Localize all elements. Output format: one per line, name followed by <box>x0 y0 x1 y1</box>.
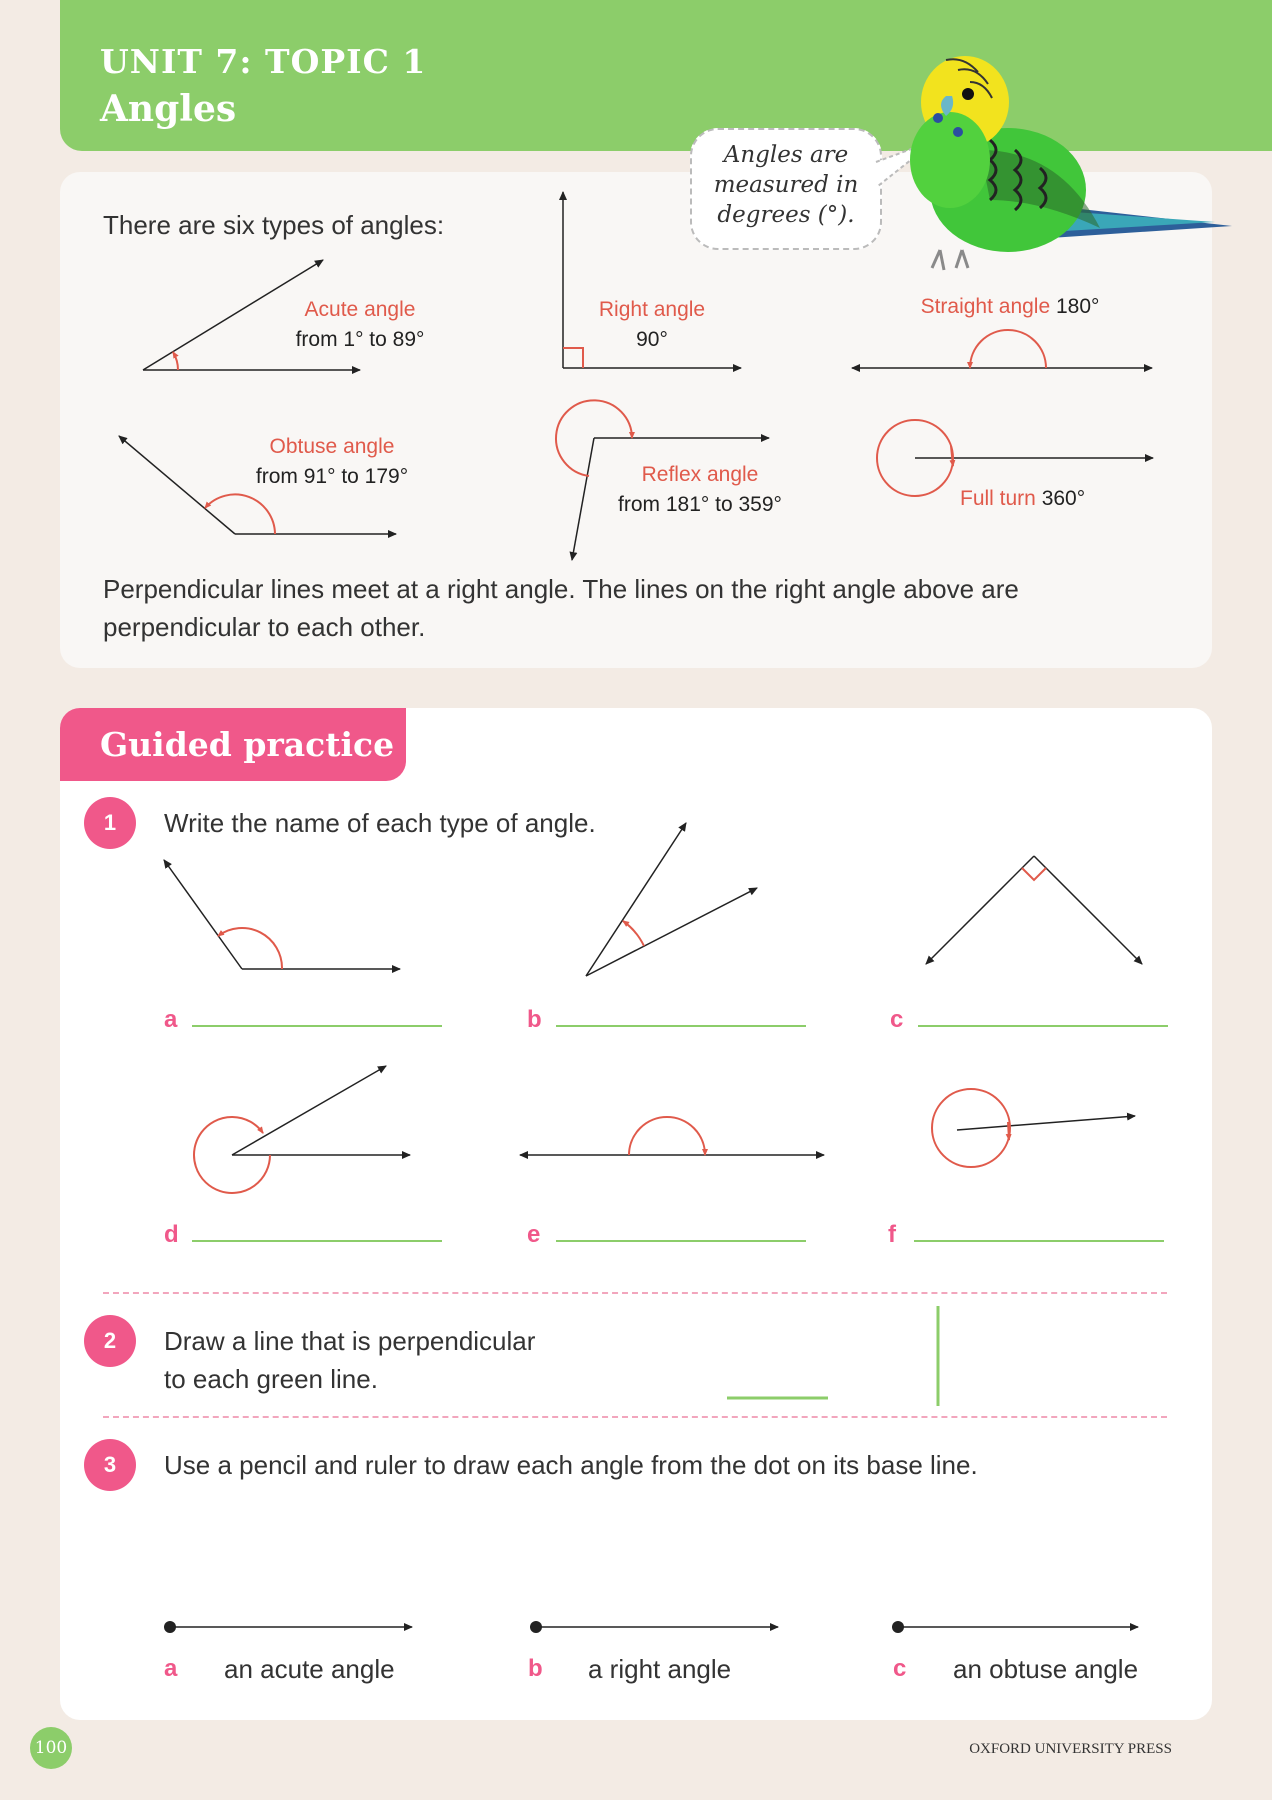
q3-letter-b: b <box>528 1655 543 1682</box>
q3-letter-c: c <box>893 1655 907 1682</box>
q1-diagram-a <box>164 860 400 969</box>
q1-diagram-b <box>586 823 757 976</box>
q3-item-a-text: an acute angle <box>224 1654 395 1684</box>
obtuse-angle-diagram <box>119 436 396 534</box>
right-angle-label: Right angle 90° <box>598 298 706 351</box>
acute-angle-diagram <box>143 260 360 370</box>
perpendicular-note-line-2: perpendicular to each other. <box>103 612 426 642</box>
straight-angle-diagram <box>852 330 1152 368</box>
right-angle-diagram <box>563 192 741 368</box>
question-2-line-2: to each green line. <box>164 1364 378 1394</box>
perpendicular-note-line-1: Perpendicular lines meet at a right angle. The lines on the right angle above are <box>103 574 1019 604</box>
q3-item-b-text: a right angle <box>588 1654 732 1684</box>
unit-label: UNIT 7: TOPIC 1 <box>100 42 427 81</box>
q1-letter-d: d <box>164 1221 179 1248</box>
q1-letter-f: f <box>888 1221 896 1248</box>
budgie-icon <box>910 56 1232 270</box>
question-1-text: Write the name of each type of angle. <box>164 808 596 838</box>
intro-lead: There are six types of angles: <box>103 210 445 240</box>
question-3-text: Use a pencil and ruler to draw each angle from the dot on its base line. <box>164 1450 978 1480</box>
guided-practice-title: Guided practice <box>100 725 395 764</box>
full-turn-label: Full turn 360° <box>960 487 1086 510</box>
straight-angle-label: Straight angle 180° <box>920 295 1100 318</box>
q1-diagram-f <box>932 1089 1135 1167</box>
acute-angle-label: Acute angle from 1° to 89° <box>295 298 425 351</box>
reflex-angle-label: Reflex angle from 181° to 359° <box>618 463 782 516</box>
q3-letter-a: a <box>164 1655 178 1682</box>
q1-diagram-d <box>194 1066 410 1193</box>
page-number: 100 <box>30 1727 72 1769</box>
topic-title: Angles <box>100 88 237 130</box>
speech-bubble-text: Angles are measured in degrees (°). <box>713 142 859 228</box>
q1-letter-a: a <box>164 1006 178 1033</box>
q1-diagram-c <box>926 856 1142 964</box>
question-3-number: 3 <box>84 1439 136 1491</box>
q3-base-line-a <box>164 1621 412 1633</box>
question-1-number: 1 <box>84 797 136 849</box>
question-2-number: 2 <box>84 1315 136 1367</box>
question-2-line-1: Draw a line that is perpendicular <box>164 1326 536 1356</box>
full-turn-diagram <box>877 420 1153 496</box>
reflex-angle-diagram <box>556 400 769 560</box>
q3-base-line-b <box>530 1621 778 1633</box>
q1-letter-e: e <box>527 1221 541 1248</box>
obtuse-angle-label: Obtuse angle from 91° to 179° <box>255 435 409 488</box>
q3-base-line-c <box>892 1621 1138 1633</box>
q1-diagram-e <box>520 1117 824 1155</box>
q1-letter-c: c <box>890 1006 904 1033</box>
publisher-name: OXFORD UNIVERSITY PRESS <box>969 1741 1172 1757</box>
q1-letter-b: b <box>527 1006 542 1033</box>
q3-item-c-text: an obtuse angle <box>953 1654 1139 1684</box>
